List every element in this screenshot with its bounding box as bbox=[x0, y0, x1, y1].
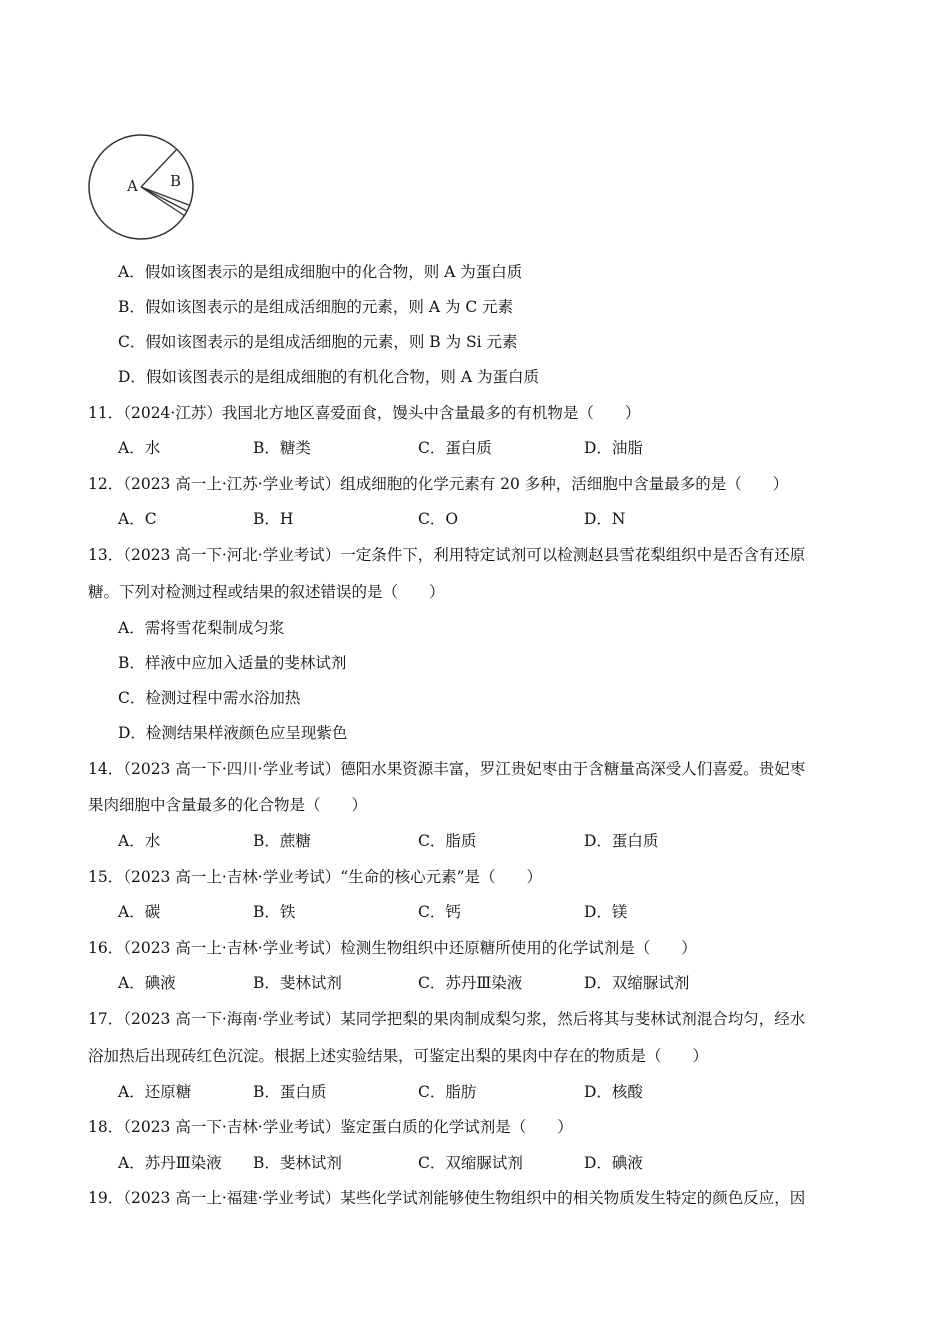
q13-stem-line2: 糖。下列对检测过程或结果的叙述错误的是（ ） bbox=[88, 583, 445, 601]
q11-option-b: B．糖类 bbox=[253, 439, 311, 457]
q17-options bbox=[118, 1082, 878, 1102]
q16-options bbox=[118, 973, 878, 993]
q18-option-c: C．双缩脲试剂 bbox=[418, 1154, 523, 1172]
q16-option-a: A．碘液 bbox=[118, 974, 176, 992]
pie-label-b: B bbox=[170, 172, 182, 190]
q14-option-a: A．水 bbox=[118, 832, 161, 850]
q11-option-a: A．水 bbox=[118, 439, 161, 457]
q17-stem-line1: 17．（2023 高一下·海南·学业考试）某同学把梨的果肉制成梨匀浆，然后将其与斐林试剂混合均匀，经水 bbox=[88, 1010, 806, 1028]
q11-options bbox=[118, 438, 878, 458]
pie-label-a: A bbox=[127, 177, 138, 195]
q16-option-c: C．苏丹Ⅲ染液 bbox=[418, 974, 523, 992]
q18-option-d: D．碘液 bbox=[584, 1154, 643, 1172]
q18-stem: 18．（2023 高一下·吉林·学业考试）鉴定蛋白质的化学试剂是（ ） bbox=[88, 1118, 573, 1136]
q12-option-b: B．H bbox=[253, 510, 294, 528]
q15-option-b: B．铁 bbox=[253, 903, 296, 921]
q13-stem-line1: 13．（2023 高一下·河北·学业考试）一定条件下，利用特定试剂可以检测赵县雪花梨组织中是否含有还原 bbox=[88, 546, 806, 564]
q12-option-a: A．C bbox=[118, 510, 157, 528]
q14-options bbox=[118, 831, 878, 851]
q18-option-b: B．斐林试剂 bbox=[253, 1154, 342, 1172]
q10-option-c: C．假如该图表示的是组成活细胞的元素，则 B 为 Si 元素 bbox=[118, 333, 518, 351]
q17-option-b: B．蛋白质 bbox=[253, 1083, 327, 1101]
q14-stem-line2: 果肉细胞中含量最多的化合物是（ ） bbox=[88, 796, 368, 814]
q11-option-d: D．油脂 bbox=[584, 439, 643, 457]
pie-divider-3 bbox=[141, 187, 187, 211]
q13-option-c: C．检测过程中需水浴加热 bbox=[118, 689, 301, 707]
q18-options bbox=[118, 1153, 878, 1173]
q13-option-b: B．样液中应加入适量的斐林试剂 bbox=[118, 654, 347, 672]
q10-option-d: D．假如该图表示的是组成细胞的有机化合物，则 A 为蛋白质 bbox=[118, 368, 539, 386]
q18-option-a: A．苏丹Ⅲ染液 bbox=[118, 1154, 222, 1172]
q15-stem: 15．（2023 高一上·吉林·学业考试）“生命的核心元素”是（ ） bbox=[88, 868, 543, 886]
q14-option-c: C．脂质 bbox=[418, 832, 477, 850]
q14-option-d: D．蛋白质 bbox=[584, 832, 659, 850]
q17-stem-line2: 浴加热后出现砖红色沉淀。根据上述实验结果，可鉴定出梨的果肉中存在的物质是（ ） bbox=[88, 1047, 709, 1065]
q17-option-d: D．核酸 bbox=[584, 1083, 643, 1101]
pie-chart-figure bbox=[86, 133, 198, 243]
q12-option-c: C．O bbox=[418, 510, 459, 528]
q13-option-d: D．检测结果样液颜色应呈现紫色 bbox=[118, 724, 348, 742]
q16-stem: 16．（2023 高一上·吉林·学业考试）检测生物组织中还原糖所使用的化学试剂是（ ） bbox=[88, 939, 697, 957]
q15-option-c: C．钙 bbox=[418, 903, 461, 921]
q19-stem-line1: 19．（2023 高一上·福建·学业考试）某些化学试剂能够使生物组织中的相关物质发生特定的颜色反应，因 bbox=[88, 1189, 806, 1207]
q12-options bbox=[118, 509, 878, 529]
q17-option-c: C．脂肪 bbox=[418, 1083, 477, 1101]
q17-option-a: A．还原糖 bbox=[118, 1083, 192, 1101]
q12-option-d: D．N bbox=[584, 510, 626, 528]
q16-option-b: B．斐林试剂 bbox=[253, 974, 342, 992]
q16-option-d: D．双缩脲试剂 bbox=[584, 974, 690, 992]
q12-stem: 12．（2023 高一上·江苏·学业考试）组成细胞的化学元素有 20 多种，活细胞中含量最多的是（ ） bbox=[88, 475, 789, 493]
q14-option-b: B．蔗糖 bbox=[253, 832, 311, 850]
q13-option-a: A．需将雪花梨制成匀浆 bbox=[118, 619, 285, 637]
q10-option-a: A．假如该图表示的是组成细胞中的化合物，则 A 为蛋白质 bbox=[118, 263, 523, 281]
q11-option-c: C．蛋白质 bbox=[418, 439, 492, 457]
q11-stem: 11．（2024·江苏）我国北方地区喜爱面食，馒头中含量最多的有机物是（ ） bbox=[88, 404, 641, 422]
q15-option-d: D．镁 bbox=[584, 903, 628, 921]
q15-options bbox=[118, 902, 878, 922]
q10-option-b: B．假如该图表示的是组成活细胞的元素，则 A 为 C 元素 bbox=[118, 298, 514, 316]
q15-option-a: A．碳 bbox=[118, 903, 161, 921]
q14-stem-line1: 14．（2023 高一下·四川·学业考试）德阳水果资源丰富，罗江贵妃枣由于含糖量高深受人们喜爱。贵妃枣 bbox=[88, 760, 806, 778]
